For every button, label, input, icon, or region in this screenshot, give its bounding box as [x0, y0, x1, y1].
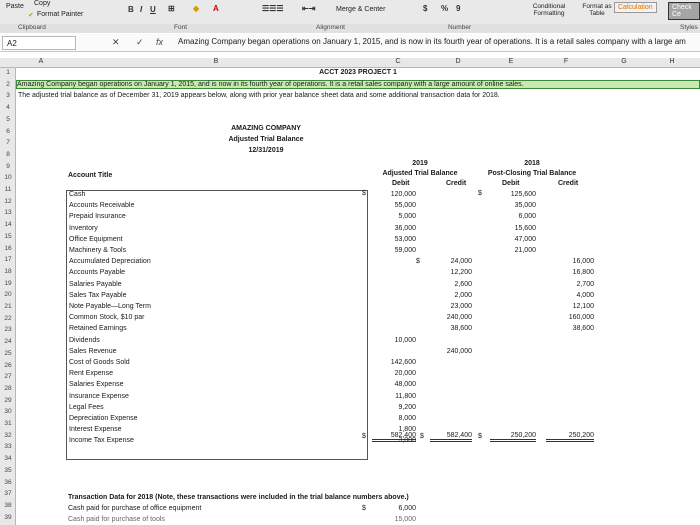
account-name[interactable]: Cost of Goods Sold — [69, 359, 130, 366]
account-name[interactable]: Sales Tax Payable — [69, 291, 127, 299]
style-calculation[interactable]: Calculation — [614, 2, 657, 13]
row-header[interactable]: 26 — [4, 361, 12, 369]
row-header[interactable]: 11 — [4, 186, 12, 193]
row-header[interactable]: 29 — [4, 396, 12, 404]
debit-2018-value[interactable]: 21,000 — [514, 247, 536, 254]
underline-button[interactable]: U — [150, 5, 156, 14]
fill-color-icon[interactable]: ◆ — [193, 4, 200, 13]
enter-icon[interactable]: ✓ — [136, 37, 144, 47]
credit-2019-value[interactable]: 12,200 — [450, 269, 472, 277]
debit-2019-value[interactable]: 3,000 — [398, 437, 416, 445]
account-name[interactable]: Machinery & Tools — [69, 247, 127, 254]
company-name[interactable]: AMAZING COMPANY — [231, 125, 301, 132]
account-name[interactable]: Accounts Payable — [69, 269, 126, 277]
account-name[interactable]: Legal Fees — [69, 403, 104, 411]
format-as-table-button[interactable]: Format as Table — [582, 3, 612, 17]
formula-bar — [0, 34, 700, 52]
account-name[interactable]: Prepaid Insurance — [69, 213, 126, 221]
report-title[interactable]: Adjusted Trial Balance — [228, 136, 304, 143]
debit-2019-header[interactable]: Debit — [392, 180, 410, 187]
account-name[interactable]: Accumulated Depreciation — [69, 258, 151, 266]
credit-2019-value[interactable]: 23,000 — [450, 303, 472, 310]
credit-2018-value[interactable]: 16,800 — [572, 269, 594, 277]
dollar-sign-2018-debit: $ — [478, 190, 482, 197]
dollar-sign-total-credit: $ — [420, 433, 424, 440]
dollar-sign-total-debit: $ — [362, 433, 366, 440]
borders-icon[interactable]: ⊞ — [168, 4, 175, 13]
column-headers — [0, 58, 700, 68]
credit-2018-value[interactable]: 4,000 — [576, 291, 594, 299]
debit-2018-header[interactable]: Debit — [502, 180, 520, 187]
project-title[interactable]: ACCT 2023 PROJECT 1 — [319, 69, 397, 76]
row-header[interactable]: 17 — [4, 256, 12, 264]
cancel-icon[interactable]: ✕ — [112, 37, 120, 47]
merge-center-button[interactable]: Merge & Center — [336, 6, 386, 13]
row-header[interactable]: 2 — [6, 80, 10, 88]
account-name[interactable]: Office Equipment — [69, 235, 123, 243]
row-header[interactable]: 1 — [6, 69, 10, 76]
row-header[interactable]: 16 — [4, 244, 12, 252]
transaction-1-value[interactable]: 6,000 — [398, 505, 416, 512]
group-alignment: Alignment — [316, 24, 345, 31]
debit-2019-value[interactable]: 10,000 — [394, 336, 416, 344]
row-headers — [0, 68, 16, 525]
debit-2019-value[interactable]: 9,200 — [398, 403, 416, 411]
debit-2019-value[interactable]: 59,000 — [394, 247, 416, 254]
credit-2019-value[interactable]: 2,000 — [454, 291, 472, 299]
row-header[interactable]: 5 — [6, 115, 10, 123]
account-name[interactable]: Interest Expense — [69, 426, 122, 434]
account-name[interactable]: Rent Expense — [69, 370, 113, 378]
align-icons[interactable]: ☰☰☰ — [262, 4, 284, 13]
row-header[interactable]: 21 — [4, 303, 12, 310]
conditional-formatting-button[interactable]: Conditional Formatting — [532, 3, 566, 17]
dollar-sign-total-2018: $ — [478, 433, 482, 440]
row-header[interactable]: 6 — [6, 127, 10, 135]
credit-2019-value[interactable]: 240,000 — [446, 347, 472, 355]
function-icon[interactable]: fx — [156, 37, 164, 47]
row-header[interactable]: 24 — [4, 338, 12, 346]
row-header[interactable]: 25 — [4, 349, 12, 357]
format-painter-button[interactable]: Format Painter — [37, 11, 84, 18]
debit-2018-value[interactable]: 35,000 — [514, 202, 536, 210]
column-header-g[interactable]: G — [621, 58, 627, 65]
row-header[interactable]: 20 — [4, 291, 12, 299]
column-header-c[interactable]: C — [395, 58, 401, 65]
credit-2018-value[interactable]: 38,600 — [572, 325, 594, 333]
font-color-icon[interactable]: A — [213, 4, 219, 13]
transaction-1-label[interactable]: Cash paid for purchase of office equipment — [68, 505, 202, 512]
report-date[interactable]: 12/31/2019 — [248, 147, 284, 154]
column-header-d[interactable]: D — [455, 58, 461, 65]
row-header[interactable]: 38 — [4, 501, 12, 509]
account-name[interactable]: Inventory — [69, 224, 98, 232]
debit-2019-value[interactable]: 120,000 — [390, 191, 416, 198]
account-name[interactable]: Note Payable—Long Term — [69, 303, 151, 310]
row-header[interactable]: 18 — [4, 267, 12, 275]
account-name[interactable]: Cash — [69, 191, 86, 198]
credit-2019-header[interactable]: Credit — [446, 180, 467, 187]
column-header-h[interactable]: H — [669, 58, 675, 65]
currency-button[interactable]: $ — [423, 4, 428, 13]
row-header[interactable]: 27 — [4, 373, 12, 381]
year-2019-header[interactable]: 2019 — [412, 160, 428, 167]
copy-button[interactable]: Copy — [34, 0, 51, 7]
formula-input[interactable]: Amazing Company began operations on January 1, 2015, and is now in its fourth year of operations. It is a retail sales company with a large am — [178, 37, 686, 46]
row-header[interactable]: 37 — [4, 490, 12, 498]
account-name[interactable]: Retained Earnings — [69, 325, 127, 333]
credit-2018-header[interactable]: Credit — [558, 180, 579, 187]
account-name[interactable]: Income Tax Expense — [69, 437, 134, 445]
account-name[interactable]: Sales Revenue — [69, 347, 117, 355]
row-header[interactable]: 23 — [4, 326, 12, 334]
total-credit-2019[interactable]: 582,400 — [430, 432, 472, 442]
total-debit-2019[interactable]: 582,400 — [372, 432, 416, 442]
row-header[interactable]: 15 — [4, 232, 12, 240]
debit-2019-value[interactable]: 1,800 — [398, 426, 416, 434]
credit-2019-value[interactable]: 240,000 — [446, 314, 472, 322]
row-header[interactable]: 3 — [6, 92, 10, 100]
row-header[interactable]: 35 — [4, 466, 12, 474]
row-header[interactable]: 28 — [4, 384, 12, 392]
debit-2019-value[interactable]: 5,000 — [398, 213, 416, 221]
group-number: Number — [448, 24, 472, 31]
row-header[interactable]: 14 — [4, 221, 12, 229]
column-header-f[interactable]: F — [563, 58, 569, 65]
transaction-1-dollar: $ — [362, 505, 366, 512]
debit-2019-value[interactable]: 8,000 — [398, 415, 416, 422]
debit-2019-value[interactable]: 20,000 — [394, 370, 416, 378]
account-title-header[interactable]: Account Title — [68, 172, 113, 179]
dollar-sign-2019-credit: $ — [416, 258, 420, 265]
ribbon-group-labels — [0, 24, 700, 33]
comma-button[interactable]: 9 — [456, 4, 461, 13]
debit-2019-value[interactable]: 36,000 — [394, 224, 416, 232]
credit-2018-value[interactable]: 12,100 — [572, 303, 594, 310]
row-header[interactable]: 31 — [4, 420, 12, 427]
italic-button[interactable]: I — [140, 5, 143, 14]
debit-2018-value[interactable]: 125,600 — [510, 191, 536, 198]
column-header-b[interactable]: B — [213, 58, 219, 65]
row-header[interactable]: 12 — [4, 197, 12, 205]
credit-2019-value[interactable]: 2,600 — [454, 280, 472, 288]
debit-2018-value[interactable]: 6,000 — [518, 213, 536, 221]
account-name[interactable]: Common Stock, $10 par — [69, 314, 145, 322]
credit-2019-value[interactable]: 38,600 — [450, 325, 472, 333]
indent-icons[interactable]: ⇤⇥ — [302, 4, 316, 13]
credit-2018-value[interactable]: 2,700 — [576, 280, 594, 288]
name-box[interactable]: A2 — [2, 36, 76, 50]
row-header[interactable]: 22 — [4, 314, 12, 322]
debit-2018-value[interactable]: 47,000 — [514, 235, 536, 243]
credit-2018-value[interactable]: 16,000 — [572, 258, 594, 266]
account-name[interactable]: Dividends — [69, 336, 100, 344]
row-header[interactable]: 13 — [4, 209, 12, 217]
percent-button[interactable]: % — [441, 4, 449, 13]
column-header-e[interactable]: E — [508, 58, 514, 65]
worksheet-grid[interactable] — [16, 68, 700, 525]
group-font: Font — [174, 24, 188, 31]
total-credit-2018[interactable]: 250,200 — [546, 432, 594, 442]
year-2018-header[interactable]: 2018 — [524, 160, 540, 167]
group-clipboard: Clipboard — [18, 24, 46, 31]
debit-2019-value[interactable]: 11,800 — [395, 392, 416, 400]
transaction-2-label[interactable]: Cash paid for purchase of tools — [68, 516, 165, 523]
intro-line-2[interactable]: The adjusted trial balance as of December 31, 2019 appears below, along with prior year balance sheet data and some additional transaction data for 2018. — [18, 92, 500, 99]
total-debit-2018[interactable]: 250,200 — [490, 432, 536, 442]
debit-2018-value[interactable]: 15,600 — [514, 224, 536, 232]
row-header[interactable]: 30 — [4, 408, 12, 416]
account-name[interactable]: Salaries Payable — [69, 280, 122, 288]
group-styles: Styles — [680, 24, 698, 31]
row-header[interactable]: 34 — [4, 455, 12, 463]
transaction-2-value[interactable]: 15,000 — [394, 516, 416, 523]
debit-2019-value[interactable]: 48,000 — [394, 381, 416, 389]
account-name[interactable]: Depreciation Expense — [69, 415, 138, 422]
credit-2018-value[interactable]: 160,000 — [568, 314, 594, 322]
debit-2019-value[interactable]: 142,600 — [390, 359, 416, 366]
column-header-a[interactable]: A — [38, 58, 44, 65]
bold-button[interactable]: B — [128, 5, 134, 14]
row-header[interactable]: 10 — [4, 174, 12, 182]
row-header[interactable]: 8 — [6, 150, 10, 158]
year-2018-subheader[interactable]: Post-Closing Trial Balance — [487, 170, 577, 177]
transaction-header[interactable]: Transaction Data for 2018 (Note, these transactions were included in the trial balance numbers above.) — [68, 494, 409, 501]
debit-2019-value[interactable]: 53,000 — [394, 235, 416, 243]
year-2019-subheader[interactable]: Adjusted Trial Balance — [382, 170, 458, 177]
row-header[interactable]: 19 — [4, 279, 12, 287]
debit-2019-value[interactable]: 55,000 — [394, 202, 416, 210]
row-header[interactable]: 32 — [4, 431, 12, 439]
row-header[interactable]: 9 — [6, 162, 10, 170]
paste-button[interactable]: Paste — [6, 3, 24, 10]
row-header[interactable]: 33 — [4, 443, 12, 451]
row-header[interactable]: 7 — [6, 139, 10, 147]
account-name[interactable]: Insurance Expense — [69, 392, 129, 400]
dollar-sign-2019-debit: $ — [362, 190, 366, 197]
row-header[interactable]: 4 — [6, 104, 10, 112]
row-header[interactable]: 36 — [4, 478, 12, 486]
style-check-cell[interactable]: Check Ce — [668, 2, 700, 20]
credit-2019-value[interactable]: 24,000 — [450, 258, 472, 266]
format-painter-icon[interactable]: ✔ — [28, 12, 34, 19]
account-name[interactable]: Accounts Receivable — [69, 202, 135, 210]
row-header[interactable]: 39 — [4, 513, 12, 521]
intro-line-1[interactable]: Amazing Company began operations on January 1, 2015, and is now in its fourth year of operations. It is a retail sales company with a large amount of online sales. — [16, 80, 700, 89]
account-name[interactable]: Salaries Expense — [69, 381, 124, 389]
